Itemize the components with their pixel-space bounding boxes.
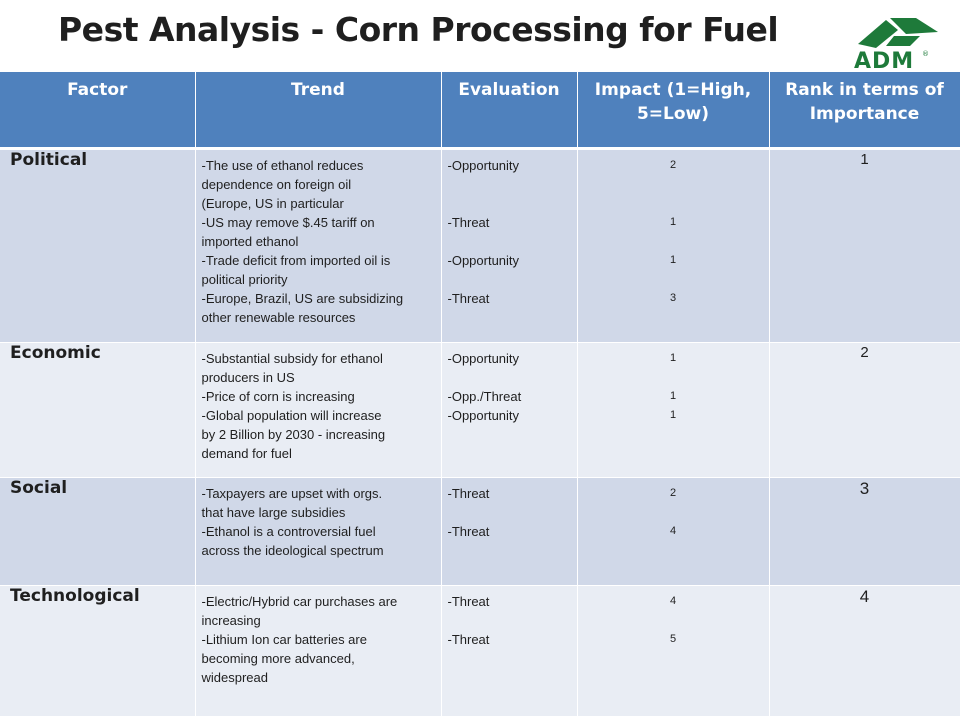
impact-value: 1 [669, 253, 677, 266]
impact-value: 4 [669, 594, 677, 607]
trend-line: demand for fuel [201, 445, 292, 461]
trend-line: -US may remove $.45 tariff on [201, 214, 375, 230]
header-rank-line2: Importance [809, 104, 920, 124]
trend-line: -Taxpayers are upset with orgs. [201, 485, 383, 501]
trend-cell [195, 585, 441, 716]
evaluation-item: -Opp./Threat [447, 388, 522, 404]
trend-line: imported ethanol [201, 233, 299, 249]
table-row-political [0, 148, 960, 342]
trend-line: -Electric/Hybrid car purchases are [201, 593, 398, 609]
impact-value: 1 [669, 215, 677, 228]
page-title: Pest Analysis - Corn Processing for Fuel [58, 10, 779, 49]
impact-value: 4 [669, 524, 677, 537]
impact-cell [577, 148, 769, 342]
trend-line: increasing [201, 612, 261, 628]
table-row-technological [0, 585, 960, 716]
header-rank [769, 72, 960, 148]
evaluation-item: -Threat [447, 593, 490, 609]
impact-cell [577, 477, 769, 585]
header-rank-line1: Rank in terms of [785, 80, 944, 100]
evaluation-item: -Threat [447, 631, 490, 647]
rank-cell: 3 [769, 477, 960, 585]
trend-line: -The use of ethanol reduces [201, 157, 364, 173]
trend-line: -Europe, Brazil, US are subsidizing [201, 290, 404, 306]
header-impact-line1: Impact (1=High, [594, 80, 752, 100]
trend-line: political priority [201, 271, 288, 287]
adm-logo [846, 14, 956, 72]
evaluation-item: -Threat [447, 523, 490, 539]
header-impact [577, 72, 769, 148]
leaf-mid-icon [886, 36, 920, 46]
trend-line: -Price of corn is increasing [201, 388, 355, 404]
trend-line: dependence on foreign oil [201, 176, 352, 192]
trend-line: widespread [201, 669, 268, 685]
trend-line: producers in US [201, 369, 295, 385]
table-row-economic [0, 342, 960, 477]
trend-line: -Substantial subsidy for ethanol [201, 350, 383, 366]
trend-cell [195, 477, 441, 585]
factor-cell: Political [0, 148, 195, 342]
rank-cell: 2 [769, 342, 960, 477]
trend-line: across the ideological spectrum [201, 542, 384, 558]
evaluation-cell [441, 342, 577, 477]
trend-line: that have large subsidies [201, 504, 346, 520]
impact-cell [577, 342, 769, 477]
evaluation-item: -Opportunity [447, 157, 520, 173]
impact-value: 3 [669, 291, 677, 304]
impact-value: 1 [669, 408, 677, 421]
header-impact-line2: 5=Low) [636, 104, 710, 124]
evaluation-item: -Threat [447, 290, 490, 306]
trend-line: -Global population will increase [201, 407, 382, 423]
impact-cell [577, 585, 769, 716]
pest-table [0, 72, 960, 717]
trend-cell [195, 342, 441, 477]
logo-text: ADM [854, 49, 915, 72]
trend-line: -Lithium Ion car batteries are [201, 631, 367, 647]
trend-line: becoming more advanced, [201, 650, 355, 666]
trend-cell [195, 148, 441, 342]
trend-line: (Europe, US in particular [201, 195, 344, 211]
evaluation-item: -Opportunity [447, 252, 520, 268]
impact-value: 1 [669, 389, 677, 402]
trend-line: by 2 Billion by 2030 - increasing [201, 426, 386, 442]
header-trend: Trend [195, 72, 441, 148]
evaluation-item: -Opportunity [447, 350, 520, 366]
evaluation-item: -Opportunity [447, 407, 520, 423]
logo-registered: ® [922, 50, 929, 58]
impact-value: 2 [669, 158, 677, 171]
leaf-right-icon [890, 18, 938, 34]
table-row-social [0, 477, 960, 585]
evaluation-cell [441, 148, 577, 342]
trend-line: -Trade deficit from imported oil is [201, 252, 391, 268]
header-factor: Factor [0, 72, 195, 148]
impact-value: 2 [669, 486, 677, 499]
impact-value: 5 [669, 632, 677, 645]
evaluation-item: -Threat [447, 214, 490, 230]
header-row [0, 72, 960, 148]
factor-cell: Economic [0, 342, 195, 477]
rank-cell: 4 [769, 585, 960, 716]
evaluation-cell [441, 585, 577, 716]
trend-line: -Ethanol is a controversial fuel [201, 523, 376, 539]
factor-cell: Technological [0, 585, 195, 716]
evaluation-cell [441, 477, 577, 585]
trend-line: other renewable resources [201, 309, 356, 325]
rank-cell: 1 [769, 148, 960, 342]
factor-cell: Social [0, 477, 195, 585]
evaluation-item: -Threat [447, 485, 490, 501]
header-evaluation: Evaluation [441, 72, 577, 148]
impact-value: 1 [669, 351, 677, 364]
